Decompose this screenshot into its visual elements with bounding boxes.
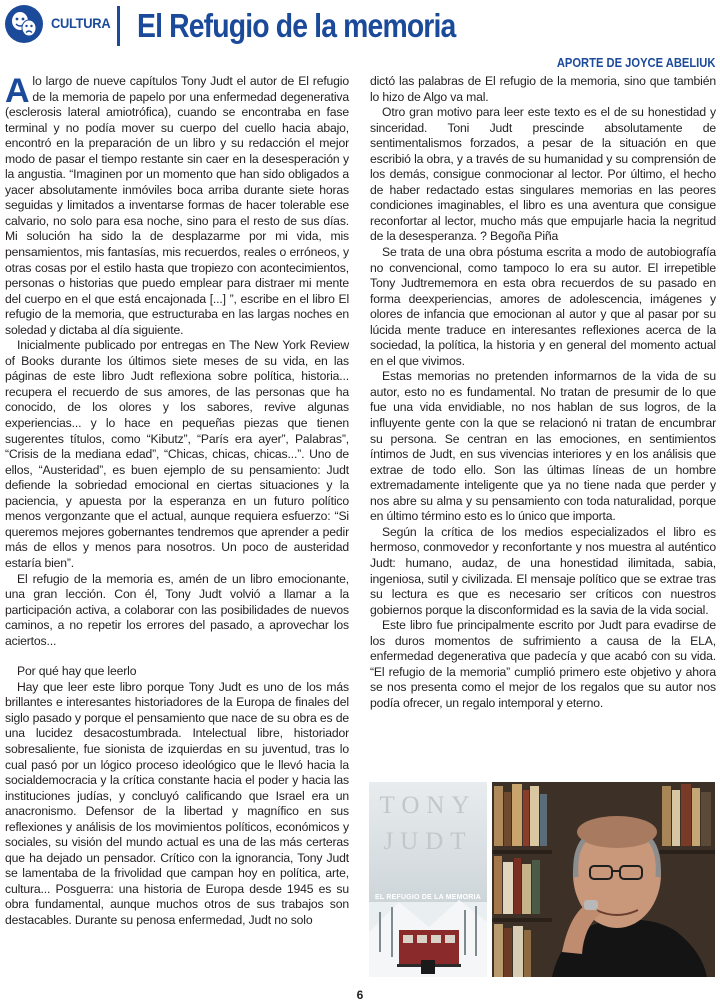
section-label: CULTURA — [51, 15, 111, 31]
paragraph-text: lo largo de nueve capítulos Tony Judt el autor de El refugio de la memoria de papelo por una enfermedad degenerativa (esclerosis lateral amiotrófica), cuando se encontraba en fase terminal y no podía mover su cuerpo del cuello hacia abajo, encontró en la preparación de un libro y su redacción el mejor modo de pasar el tiempo restante sin caer en la desesperación y la angustia. “Imaginen por un momento que han sido obligados a yacer absolutamente inmóviles boca arriba durante siete horas seguidas y limitados a inventarse formas de hacer tolerable ese calvario, no solo para esa noche, sino para el resto de sus días. Mi solución ha sido la de desplazarme por mi vida, mis pensamientos, mis fantasías, mis recuerdos, reales o erróneos, y otras cosas por el estilo hasta que tropiezo con acontecimientos, personas o historias que puedo emplear para distraer mi mente del cuerpo en el que está encajonada [...] ”, escribe en el libro El refugio de la memoria, que estructuraba en las largas noches en soledad y dictaba al día siguiente. — [5, 74, 349, 337]
page-header — [0, 0, 720, 70]
author-portrait-photo — [492, 782, 715, 977]
paragraph — [5, 74, 349, 338]
header-divider — [117, 6, 120, 46]
paragraph: Este libro fue principalmente escrito por Judt para evadirse de los duros momentos de sufrimiento a causa de la ELA, enfermedad degenerativa que padecía y que acabó con su vida. “El refugio de la memoria” cumplió primero este objetivo y ahora se nos presenta como el mejor de los regalos que su autor nos podía ofrecer, un regalo intemporal y eterno. — [370, 618, 716, 710]
byline: APORTE DE JOYCE ABELIUK — [556, 55, 715, 70]
cover-author-first: TONY — [379, 792, 477, 819]
article-column-left — [5, 74, 349, 929]
subheading: Por qué hay que leerlo — [17, 664, 137, 679]
cover-author-last: JUDT — [383, 828, 473, 855]
theater-masks-icon — [5, 5, 43, 43]
drop-cap: A — [5, 72, 30, 110]
book-cover-image — [369, 782, 487, 977]
paragraph: El refugio de la memoria es, amén de un libro emocionante, una gran lección. Con él, Tony Judt volvió a llamar a la participación activa, a colaborar con las posibilidades de nuevos caminos, a no repetir los errores del pasado, a aprovechar los aciertos... — [5, 571, 349, 648]
paragraph: Hay que leer este libro porque Tony Judt es uno de los más brillantes e interesantes historiadores de la Europa de finales del siglo pasado y porque el pensamiento que nace de su obra es de una lucidez desacostumbrada. Intelectual libre, historiador sobresaliente, fue sionista de izquierdas en su juventud, tras lo cual pasó por un lógico proceso ideológico que le llevó hacia la socialdemocracia y la crítica constante hacia el poder y hacia las instituciones judías, y concluyó calificando que Israel era un anacronismo. Defensor de la libertad y magnífico en sus reflexiones y análisis de los movimientos políticos, económicos y sociales, su visión del mundo actual es una de las más certeras que ha dejado un pensador. Crítico con la ignorancia, Tony Judt se lamentaba de la frivolidad que campan hoy en política, arte, cultura... Posguerra: una historia de Europa desde 1945 es su obra fundamental, aunque muchos otros de sus trabajos son destacables. Durante su penosa enfermedad, Judt no solo — [5, 679, 349, 927]
paragraph: Inicialmente publicado por entregas en The New York Review of Books durante los últimos siete meses de su vida, en las páginas de este libro Judt reflexiona sobre política, historia... recupera el recuerdo de sus amores, de las personas que ha conocido, de los olores y los sabores, revive algunas experiencias... y lo hace en pequeñas piezas que tienen sugerentes títulos, como “Kibutz”, “París era ayer”, Palabras”, “Crisis de la mediana edad”, “Chicas, chicas, chicas...”. Uno de ellos, “Austeridad”, es buen ejemplo de su pensamiento: Judt defiende la sobriedad emocional en ciertas situaciones y la paciencia, y apuesta por la esperanza en un futuro político menos vergonzante que el actual, aunque requiera esfuerzo: “Si queremos mejores gobernantes tendremos que aprender a pedir más de ellos y menos para nosotros. Un poco de austeridad estaría bien”. — [5, 338, 349, 570]
paragraph: Se trata de una obra póstuma escrita a modo de autobiografía no convencional, como tampoco lo era su autor. El irrepetible Tony Judtrememora en esta obra recuerdos de su pasado en forma deexperiencias, amores de adolescencia, imágenes y olores de infancia que emocionan al autor y que al pasar por su lúcida mente traduce en interesantes reflexiones acerca de la sociedad, la política, la historia y en general del momento actual en el que vivimos. — [370, 245, 716, 368]
cover-subtitle: EL REFUGIO DE LA MEMORIA — [375, 894, 481, 901]
article-column-right — [370, 74, 716, 711]
paragraph: Estas memorias no pretenden informarnos de la vida de su autor, esto no es fundamental. No tratan de presumir de lo que fue una vida envidiable, no nos hablan de sus logros, de la influyente gente con la que se relacionó ni tratan de encumbrar su persona. Se centran en las emociones, en sentimientos íntimos de Judt, en sus vivencias interiores y en los análisis que extrae de todo ello. Son las últimas líneas de un hombre extremadamente inteligente que ya no tiene nada que perder y nos abre su alma y su pensamiento con toda naturalidad, porque en último término esto es lo único que importa. — [370, 369, 716, 524]
page-title: El Refugio de la memoria — [137, 7, 456, 44]
page-number: 6 — [356, 988, 364, 1002]
paragraph: Otro gran motivo para leer este texto es el de su honestidad y sinceridad. Toni Judt prescinde absolutamente de sentimentalismos forzados, a pesar de la situación en que escribió la obra, y a través de su humanidad y su comprensión de los demás, consigue conmocionar al lector. Por último, el hecho de haber redactado estas singulares memorias en las peores condiciones imaginables, el libro es una aventura que consigue reconfortar al lector, mucho más que empujarle hacia la negritud de la desesperanza. ? Begoña Piña — [370, 105, 716, 244]
photo-area — [369, 782, 715, 977]
paragraph: dictó las palabras de El refugio de la memoria, sino que también lo hizo de Algo va mal. — [370, 74, 716, 104]
paragraph: Según la crítica de los medios especializados el libro es hermoso, conmovedor y reconfortante y nos muestra al auténtico Judt: humano, audaz, de una honestidad ilimitada, sabia, ingeniosa, sutil y civilizada. El mensaje político que se extrae tras su lectura es que es necesario ser críticos con nuestros gobiernos porque la disconformidad es la savia de la vida social. — [370, 524, 716, 617]
